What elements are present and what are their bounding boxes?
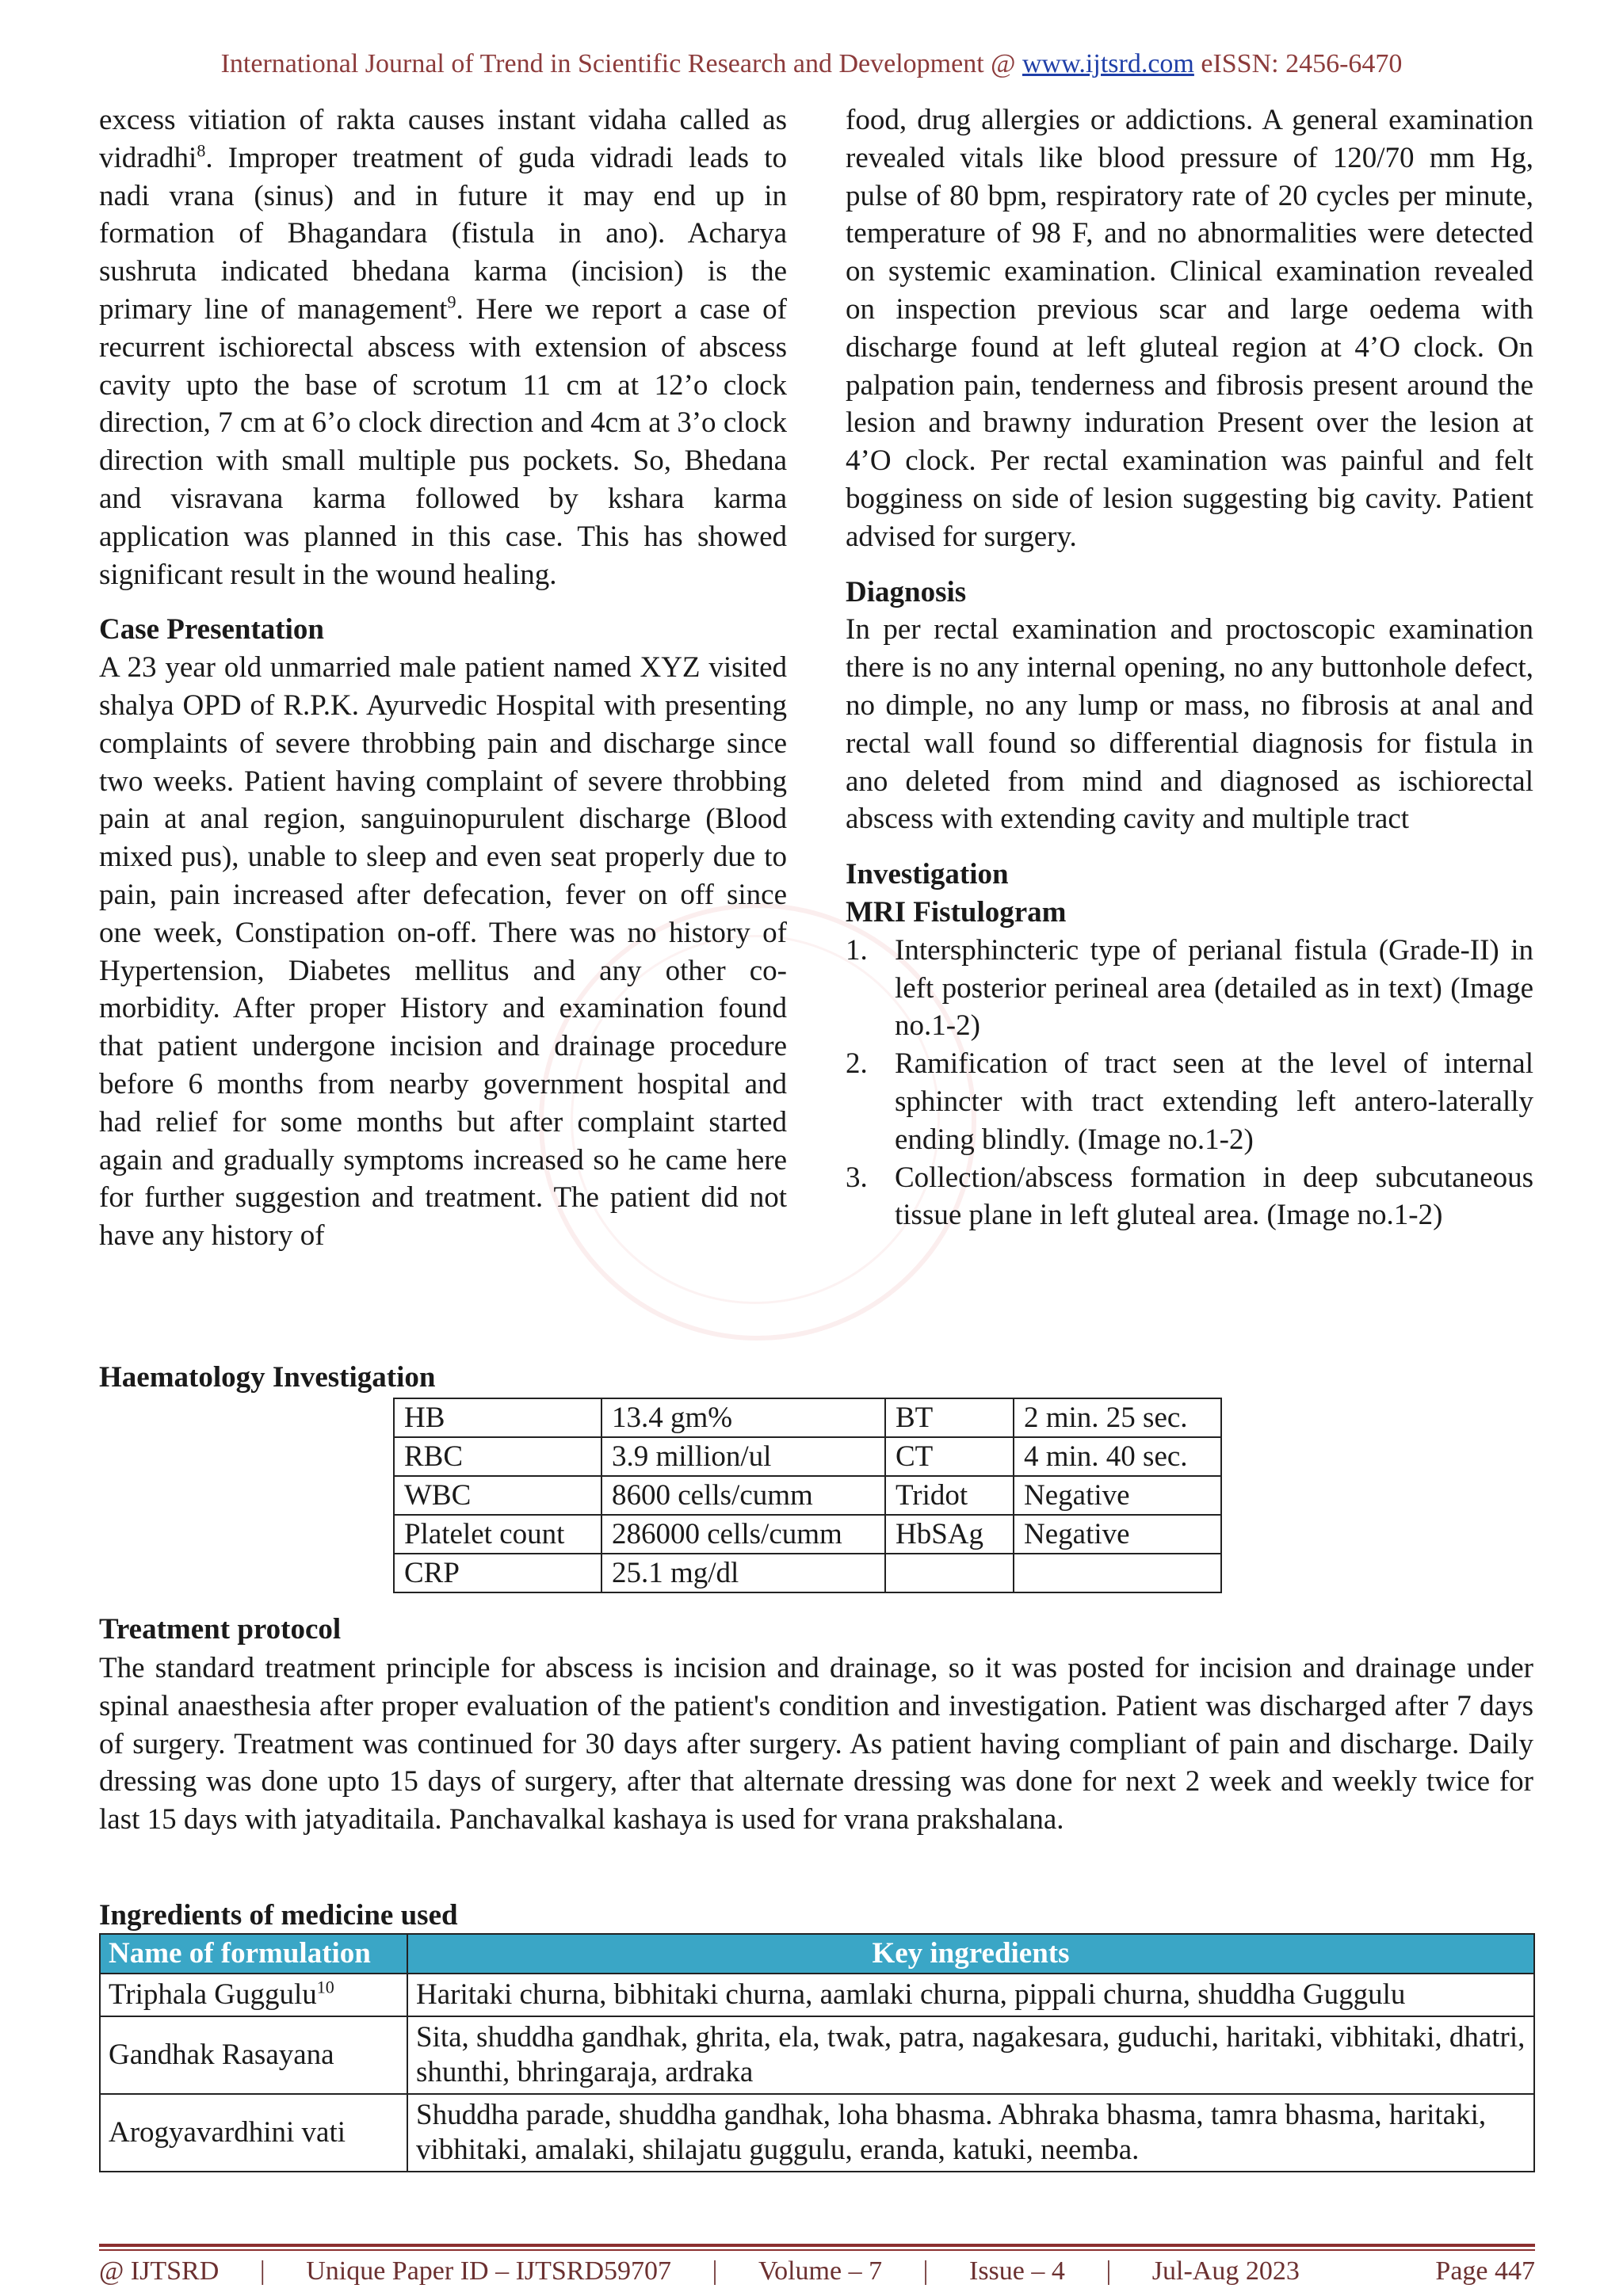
- footer-sep: |: [1106, 2256, 1112, 2286]
- citation-8[interactable]: 8: [197, 140, 206, 161]
- table-cell: [1014, 1554, 1221, 1592]
- intro-text-2: . Improper treatment of guda vidradi leads to nadi vrana (sinus) and in future it may end up in formation of Bhagandara (fistula in ano). Acharya sushruta indicated bhedana karma (incision) is the primary line of management: [99, 141, 787, 326]
- treatment-protocol-text: The standard treatment principle for abscess is incision and drainage, so it was posted for incision and drainage under spinal anaesthesia after proper evaluation of the patient's condition and investigation. Patient was discharged after 7 days of surgery. Treatment was continued for 30 days after surgery. As patient having compliant of pain and discharge. Daily dressing was done upto 15 days of surgery, after that alternate dressing was done for next 2 week and weekly twice for last 15 days with jatyaditaila. Panchavalkal kashaya is used for vrana prakshalana.: [99, 1652, 1533, 1836]
- table-cell: 2 min. 25 sec.: [1014, 1398, 1221, 1437]
- list-item: [846, 1045, 1533, 1158]
- list-item: [846, 932, 1533, 1045]
- footer-divider: [99, 2244, 1535, 2247]
- footer-divider-thin: [99, 2249, 1535, 2251]
- haematology-heading: Haematology Investigation: [99, 1361, 436, 1394]
- column-header-formulation: Name of formulation: [100, 1934, 407, 1974]
- intro-paragraph: [99, 101, 787, 593]
- footer-sep: |: [922, 2256, 929, 2286]
- table-row: [394, 1554, 1221, 1592]
- footer-page-number: Page 447: [1435, 2256, 1535, 2286]
- list-number: 3.: [846, 1161, 868, 1194]
- formulation-name: Gandhak Rasayana: [109, 2039, 334, 2071]
- table-cell: 4 min. 40 sec.: [1014, 1437, 1221, 1476]
- formulation-name-cell: [100, 2016, 407, 2094]
- table-row: [100, 2094, 1534, 2172]
- table-cell: Negative: [1014, 1476, 1221, 1515]
- footer-issue: Issue – 4: [969, 2256, 1065, 2286]
- table-row: [394, 1515, 1221, 1554]
- left-column: [99, 101, 787, 1255]
- header-journal-link[interactable]: www.ijtsrd.com: [1022, 49, 1194, 78]
- table-row: [394, 1398, 1221, 1437]
- table-cell: BT: [885, 1398, 1014, 1437]
- table-cell: 3.9 million/ul: [601, 1437, 885, 1476]
- table-cell: 286000 cells/cumm: [601, 1515, 885, 1554]
- list-item: [846, 1159, 1533, 1235]
- examination-text: food, drug allergies or addictions. A general examination revealed vitals like blood pressure of 120/70 mm Hg, pulse of 80 bpm, respiratory rate of 20 cycles per minute, temperature of 98 F, and no abnormalities were detected on systemic examination. Clinical examination revealed on inspection previous scar and large oedema with discharge found at left gluteal region at 4’O clock. On palpation pain, tenderness and fibrosis present around the lesion and brawny induration Present over the lesion at 4’O clock. Per rectal examination was painful and felt bogginess on side of lesion suggesting big cavity. Patient advised for surgery.: [846, 104, 1533, 553]
- mri-fistulogram-heading: MRI Fistulogram: [846, 895, 1067, 929]
- list-text: Intersphincteric type of perianal fistula (Grade-II) in left posterior perineal area (detailed as in text) (Image no.1-2): [895, 933, 1533, 1043]
- table-row: [100, 1974, 1534, 2016]
- table-cell: 8600 cells/cumm: [601, 1476, 885, 1515]
- table-cell: Negative: [1014, 1515, 1221, 1554]
- haematology-table: [393, 1398, 1222, 1593]
- ingredients-cell: Haritaki churna, bibhitaki churna, aamlaki churna, pippali churna, shuddha Guggulu: [407, 1974, 1534, 2016]
- footer-date: Jul-Aug 2023: [1151, 2256, 1300, 2286]
- formulation-name: Triphala Guggulu: [109, 1978, 317, 2011]
- diagnosis-heading: Diagnosis: [846, 575, 967, 608]
- ingredients-table: [99, 1933, 1535, 2172]
- ingredients-heading: Ingredients of medicine used: [99, 1899, 458, 1932]
- formulation-name-cell: [100, 1974, 407, 2016]
- intro-text-3: . Here we report a case of recurrent ischiorectal abscess with extension of abscess cavity upto the base of scrotum 11 cm at 12’o clock direction, 7 cm at 6’o clock direction and 4cm at 3’o clock direction with small multiple pus pockets. So, Bhedana and visravana karma followed by kshara karma application was planned in this case. This has showed significant result in the wound healing.: [99, 292, 787, 591]
- citation-10[interactable]: 10: [316, 1977, 334, 1997]
- right-column: [846, 101, 1533, 1234]
- footer-volume: Volume – 7: [758, 2256, 883, 2286]
- table-cell: [885, 1554, 1014, 1592]
- footer-sep: |: [259, 2256, 265, 2286]
- ingredients-cell: Sita, shuddha gandhak, ghrita, ela, twak, patra, nagakesara, guduchi, haritaki, vibhitaki, dhatri, shunthi, bhringaraja, ardraka: [407, 2016, 1534, 2094]
- footer-journal: @ IJTSRD: [99, 2256, 220, 2286]
- table-cell: HB: [394, 1398, 601, 1437]
- list-text: Ramification of tract seen at the level of internal sphincter with tract extending left antero-laterally ending blindly. (Image no.1-2): [895, 1047, 1533, 1156]
- table-cell: CRP: [394, 1554, 601, 1592]
- citation-9[interactable]: 9: [447, 292, 456, 312]
- table-cell: Tridot: [885, 1476, 1014, 1515]
- table-cell: WBC: [394, 1476, 601, 1515]
- investigation-heading: Investigation: [846, 858, 1009, 891]
- header-journal-name: International Journal of Trend in Scientific Research and Development @: [220, 49, 1022, 78]
- mri-findings-list: [846, 932, 1533, 1234]
- case-presentation-heading: Case Presentation: [99, 613, 324, 646]
- case-presentation-text: A 23 year old unmarried male patient named XYZ visited shalya OPD of R.P.K. Ayurvedic Hospital with presenting complaints of severe throbbing pain and discharge since two weeks. Patient having complaint of severe throbbing pain at anal region, sanguinopurulent discharge (Blood mixed pus), unable to sleep and even seat properly due to pain, pain increased after defecation, fever on off since one week, Constipation on-off. There was no history of Hypertension, Diabetes mellitus and any other co-morbidity. After proper History and examination found that patient undergone incision and drainage procedure before 6 months from nearby government hospital and had relief for some months but after complaint started again and gradually symptoms increased so he came here for further suggestion and treatment. The patient did not have any history of: [99, 651, 787, 1253]
- list-text: Collection/abscess formation in deep subcutaneous tissue plane in left gluteal area. (Image no.1-2): [895, 1161, 1533, 1232]
- table-cell: RBC: [394, 1437, 601, 1476]
- treatment-protocol-heading: Treatment protocol: [99, 1613, 342, 1646]
- table-cell: 25.1 mg/dl: [601, 1554, 885, 1592]
- formulation-name: Arogyavardhini vati: [109, 2116, 346, 2149]
- header-issn: eISSN: 2456-6470: [1193, 49, 1403, 78]
- running-header: [0, 49, 1623, 79]
- running-footer: [99, 2256, 1535, 2286]
- column-header-ingredients: Key ingredients: [407, 1934, 1534, 1974]
- table-row: [100, 2016, 1534, 2094]
- formulation-name-cell: [100, 2094, 407, 2172]
- intro-text-1: excess vitiation of rakta causes instant vidaha called as vidradhi: [99, 104, 787, 174]
- footer-sep: |: [712, 2256, 718, 2286]
- ingredients-cell: Shuddha parade, shuddha gandhak, loha bhasma. Abhraka bhasma, tamra bhasma, haritaki, vibhitaki, amalaki, shilajatu guggulu, eranda, katuki, neemba.: [407, 2094, 1534, 2172]
- table-cell: 13.4 gm%: [601, 1398, 885, 1437]
- footer-paper-id: Unique Paper ID – IJTSRD59707: [306, 2256, 672, 2286]
- table-row: [394, 1476, 1221, 1515]
- table-cell: HbSAg: [885, 1515, 1014, 1554]
- list-number: 2.: [846, 1047, 868, 1081]
- diagnosis-text: In per rectal examination and proctoscopic examination there is no any internal opening, no any buttonhole defect, no dimple, no any lump or mass, no fibrosis at anal and rectal wall found so differential diagnosis for fistula in ano deleted from mind and diagnosed as ischiorectal abscess with extending cavity and multiple tract: [846, 613, 1533, 836]
- table-cell: CT: [885, 1437, 1014, 1476]
- table-row: [394, 1437, 1221, 1476]
- table-header-row: [100, 1934, 1534, 1974]
- table-cell: Platelet count: [394, 1515, 601, 1554]
- list-number: 1.: [846, 933, 868, 967]
